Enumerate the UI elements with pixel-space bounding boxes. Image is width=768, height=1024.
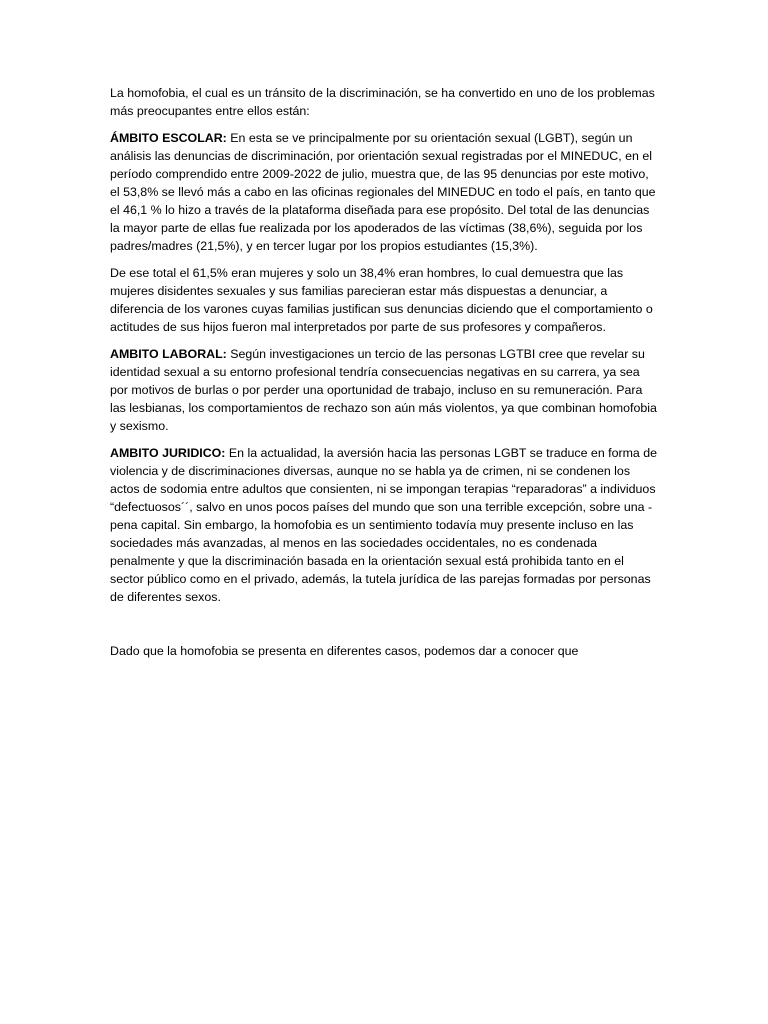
school-section-paragraph xyxy=(110,129,658,255)
legal-section-paragraph xyxy=(110,444,658,606)
intro-text: La homofobia, el cual es un tránsito de la discriminación, se ha convertido en uno de los problemas más preocupantes entre ellos están: xyxy=(110,86,655,118)
school-section-text: En esta se ve principalmente por su orientación sexual (LGBT), según un análisis las denuncias de discriminación, por orientación sexual registradas por el MINEDUC, en el período comprendido entre 2009-2022 de julio, muestra que, de las 95 denuncias por este motivo, el 53,8% se llevó más a cabo en las oficinas regionales del MINEDUC en todo el país, en tanto que el 46,1 % lo hizo a través de la plataforma diseñada para ese propósito. Del total de las denuncias la mayor parte de ellas fue realizada por los apoderados de las víctimas (38,6%), seguida por los padres/madres (21,5%), y en tercer lugar por los propios estudiantes (15,3%). xyxy=(110,131,656,253)
labor-section-paragraph xyxy=(110,345,658,435)
legal-section-text: En la actualidad, la aversión hacia las personas LGBT se traduce en forma de violencia y de discriminaciones diversas, aunque no se habla ya de crimen, ni se condenen los actos de sodomia entre adultos que consienten, ni se impongan terapias “reparadoras” a individuos “defectuosos´´, salvo en unos pocos países del mundo que son una terrible excepción, sobre una -pena capital. Sin embargo, la homofobia es un sentimiento todavía muy presente incluso en las sociedades más avanzadas, al menos en las sociedades occidentales, no es condenada penalmente y que la discriminación basada en la orientación sexual está prohibida tanto en el sector público como en el privado, además, la tutela jurídica de las parejas formadas por personas de diferentes sexos. xyxy=(110,446,658,604)
statistics-paragraph xyxy=(110,264,658,336)
school-section-heading: ÁMBITO ESCOLAR: xyxy=(110,131,227,145)
intro-paragraph xyxy=(110,84,658,120)
document-page xyxy=(110,84,658,669)
conclusion-paragraph xyxy=(110,642,658,660)
labor-section-heading: AMBITO LABORAL: xyxy=(110,347,227,361)
paragraph-spacer xyxy=(110,615,658,642)
labor-section-text: Según investigaciones un tercio de las personas LGTBI cree que revelar su identidad sexual a su entorno profesional tendría consecuencias negativas en su carrera, ya sea por motivos de burlas o por perder una oportunidad de trabajo, incluso en su remuneración. Para las lesbianas, los comportamientos de rechazo son aún más violentos, ya que combinan homofobia y sexismo. xyxy=(110,347,657,433)
statistics-text: De ese total el 61,5% eran mujeres y solo un 38,4% eran hombres, lo cual demuestra que las mujeres disidentes sexuales y sus familias parecieran estar más dispuestas a denunciar, a diferencia de los varones cuyas familias justifican sus denuncias diciendo que el comportamiento o actitudes de sus hijos fueron mal interpretados por parte de sus profesores y compañeros. xyxy=(110,266,653,334)
conclusion-text: Dado que la homofobia se presenta en diferentes casos, podemos dar a conocer que xyxy=(110,644,579,658)
legal-section-heading: AMBITO JURIDICO: xyxy=(110,446,226,460)
